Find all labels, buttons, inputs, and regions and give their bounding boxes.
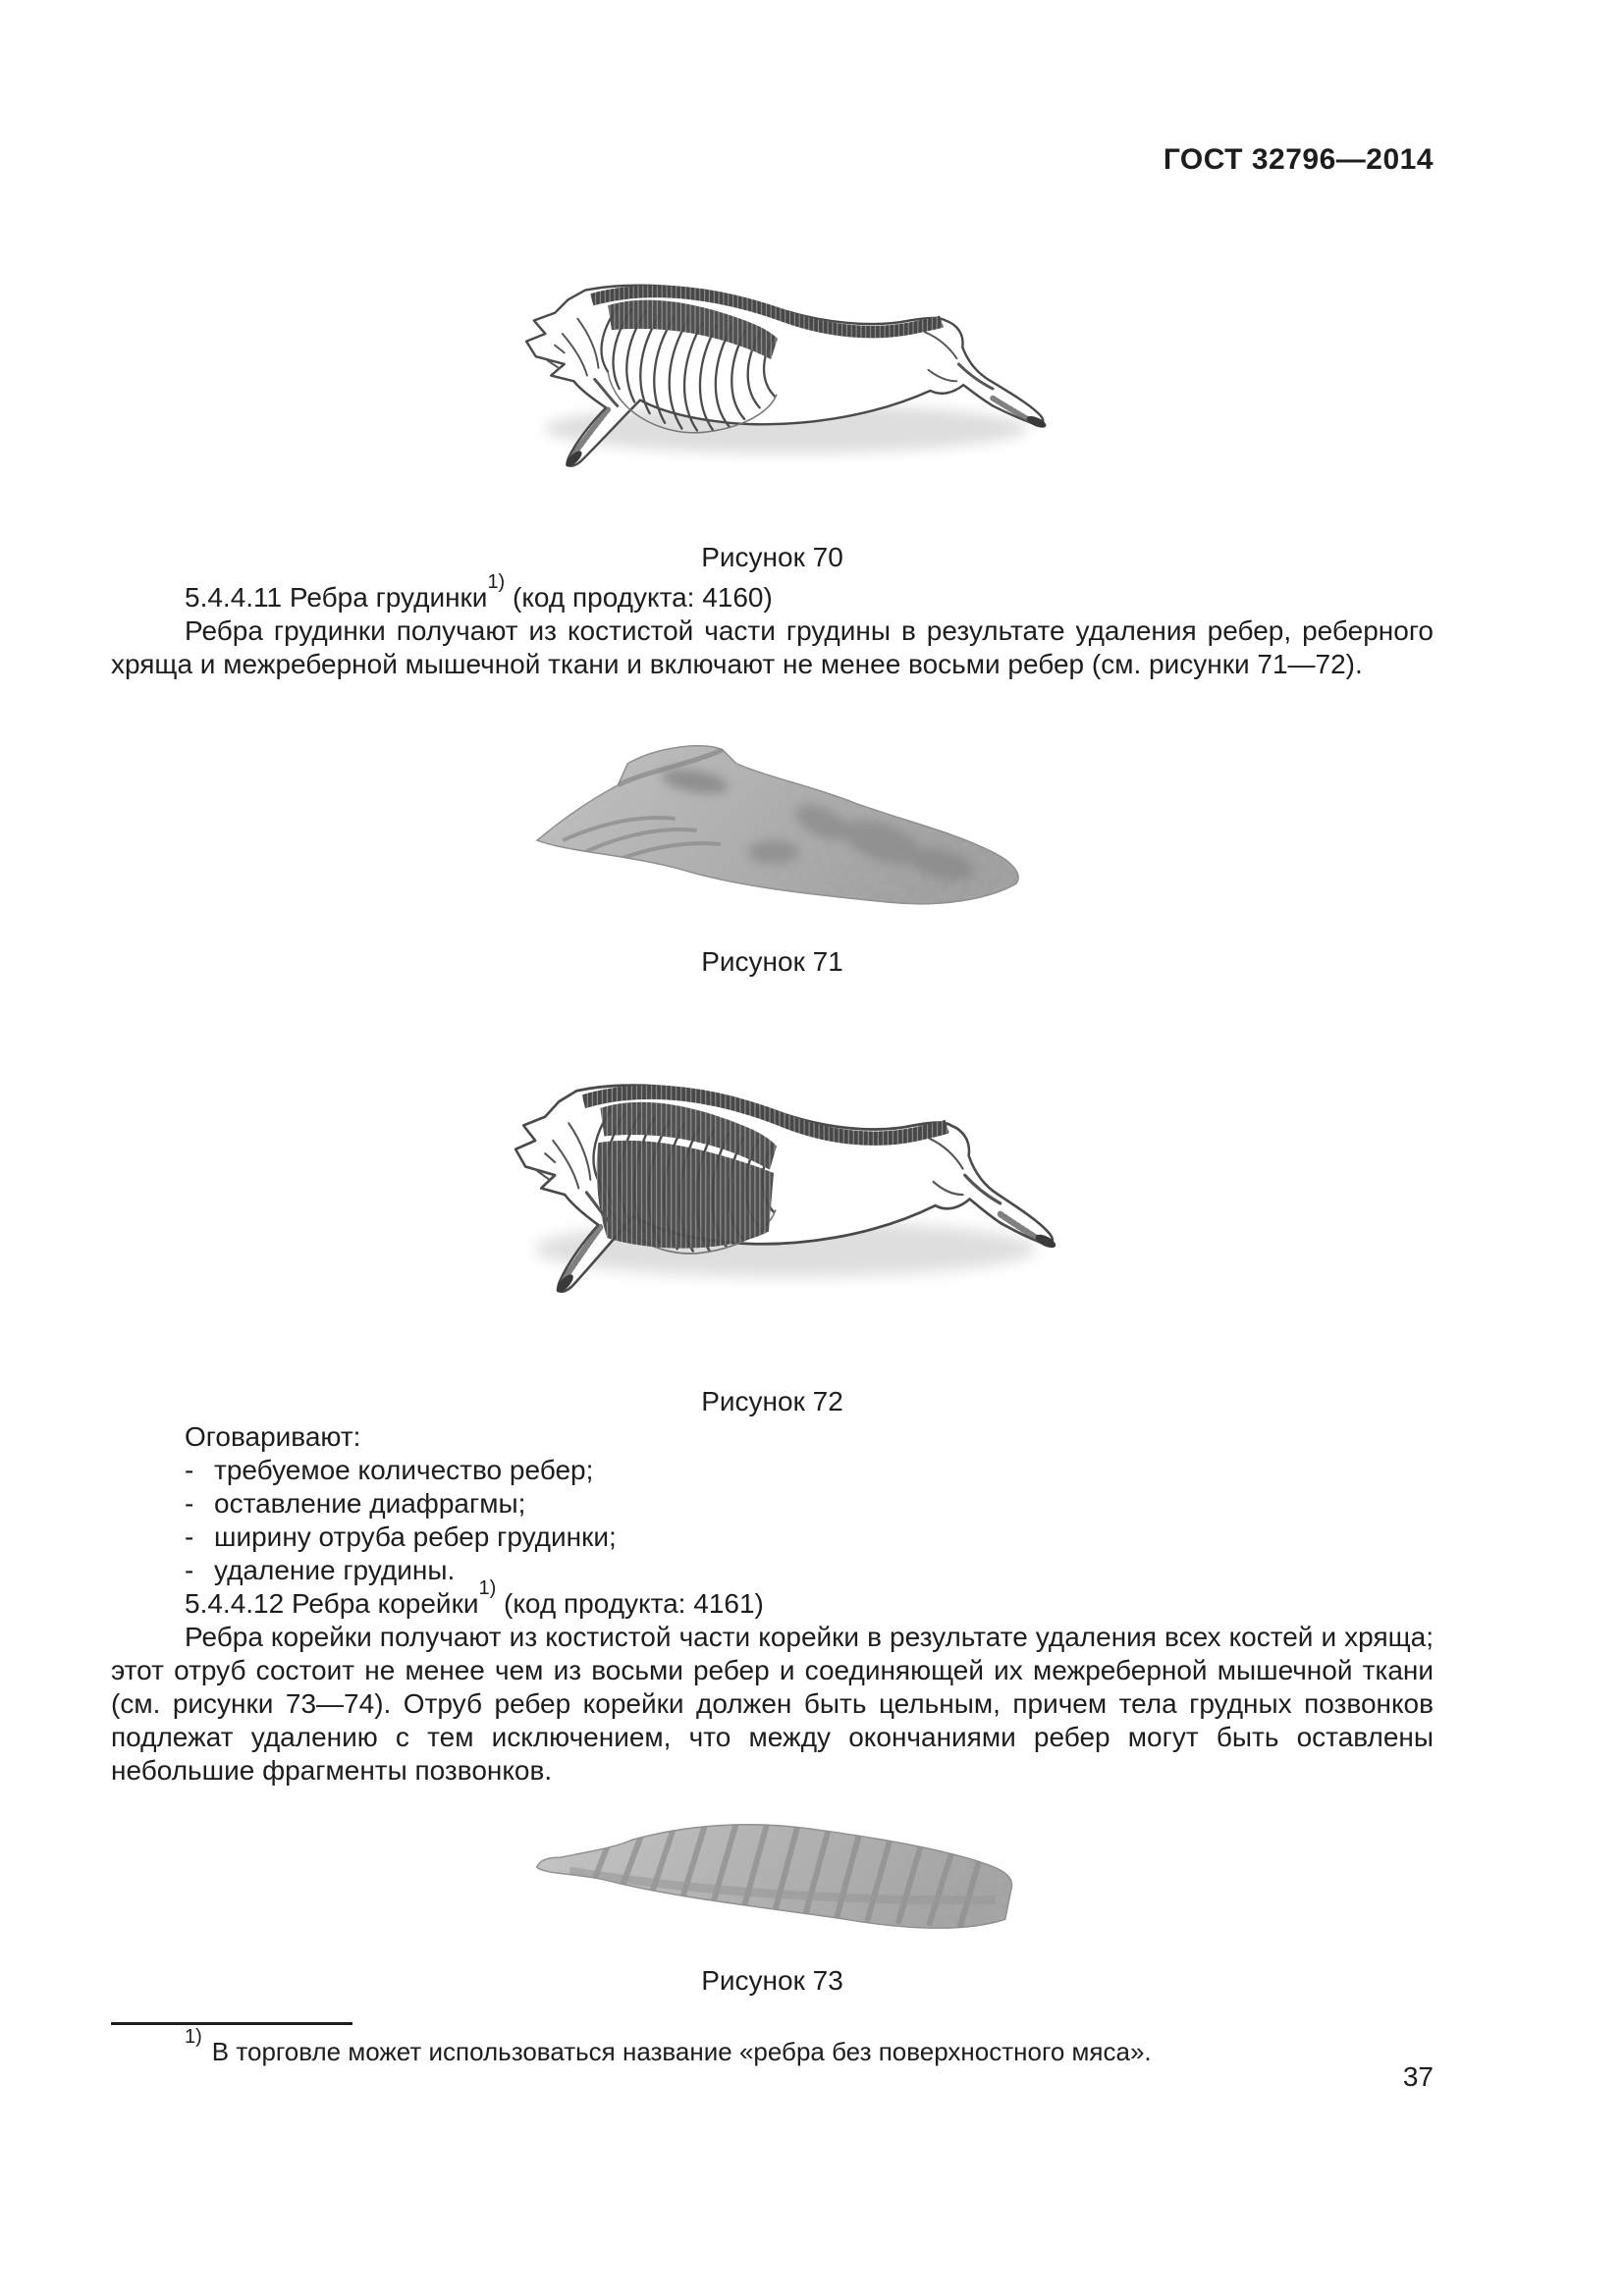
- list-item: [111, 1554, 1434, 1587]
- list-item-text: оставление диафрагмы;: [214, 1488, 526, 1519]
- list-item-text: удаление грудины.: [214, 1555, 456, 1585]
- figure-73-caption: Рисунок 73: [701, 1965, 843, 1996]
- section-5-4-4-11-paragraph: Ребра грудинки получают из костистой части грудины в результате удаления ребер, реберного хряща и межреберной мышечной ткани и включают не менее восьми ребер (см. рисунки 71—72).: [111, 615, 1434, 679]
- list-item-dash: -: [185, 1555, 194, 1585]
- specify-intro: Оговаривают:: [185, 1421, 361, 1452]
- gost-standard-header: ГОСТ 32796—2014: [1163, 143, 1434, 176]
- rib-ridges: [531, 1807, 1035, 1943]
- footnote-rule: [111, 2022, 352, 2025]
- footnote-text: В торговле может использоваться название «ребра без поверхностного мяса».: [211, 2037, 1152, 2066]
- section-5-4-4-12-heading: [111, 1576, 1434, 1621]
- footnote-ref-marker: 1): [487, 570, 506, 593]
- list-item-dash: -: [185, 1522, 194, 1552]
- carcass-skeleton-diagram: [502, 278, 1052, 474]
- loin-ribs-photo: [526, 1807, 1039, 1943]
- list-item-dash: -: [185, 1488, 194, 1519]
- figure-73-graphic: [526, 1807, 1039, 1943]
- heading-product-code: (код продукта: 4161): [496, 1588, 764, 1619]
- page-number: 37: [1402, 2061, 1434, 2092]
- heading-product-code: (код продукта: 4160): [505, 582, 773, 613]
- section-5-4-4-11-heading: [111, 570, 1434, 614]
- list-item: [111, 1521, 1434, 1554]
- list-item-text: требуемое количество ребер;: [214, 1455, 594, 1485]
- section-5-4-4-12-paragraph: Ребра корейки получают из костистой части корейки в результате удаления всех костей и хряща; этот отруб состоит не менее чем из восьми ребер и соединяющей их межреберной мышечной ткани (см. рисунки 73—74). Отруб ребер корейки должен быть цельным, причем тела грудных позвонков подлежат удалению с тем исключением, что между окончаниями ребер могут быть оставлены небольшие фрагменты позвонков.: [111, 1622, 1434, 1786]
- heading-text: 5.4.4.12 Ребра корейки: [185, 1588, 479, 1619]
- meat-texture: [527, 724, 1040, 922]
- section-5-4-4-11: [111, 570, 1434, 681]
- figure-71-graphic: [527, 723, 1040, 922]
- section-5-4-4-12: [111, 1420, 1434, 1788]
- list-item: [111, 1487, 1434, 1521]
- list-item-dash: -: [185, 1455, 194, 1485]
- carcass-skeleton-diagram: [490, 1078, 1061, 1300]
- list-item: [111, 1454, 1434, 1487]
- figure-72-caption: Рисунок 72: [701, 1386, 843, 1416]
- footnote-marker: 1): [185, 2026, 202, 2049]
- figure-72-graphic: [490, 1078, 1061, 1300]
- figure-71-caption: Рисунок 71: [701, 946, 843, 977]
- brisket-ribs-photo: [527, 723, 1040, 922]
- figure-70-caption: Рисунок 70: [701, 542, 843, 572]
- list-item-text: ширину отруба ребер грудинки;: [214, 1522, 617, 1552]
- heading-text: 5.4.4.11 Ребра грудинки: [185, 582, 488, 613]
- footnote-ref-marker: 1): [478, 1576, 497, 1599]
- figure-70-graphic: [502, 278, 1052, 474]
